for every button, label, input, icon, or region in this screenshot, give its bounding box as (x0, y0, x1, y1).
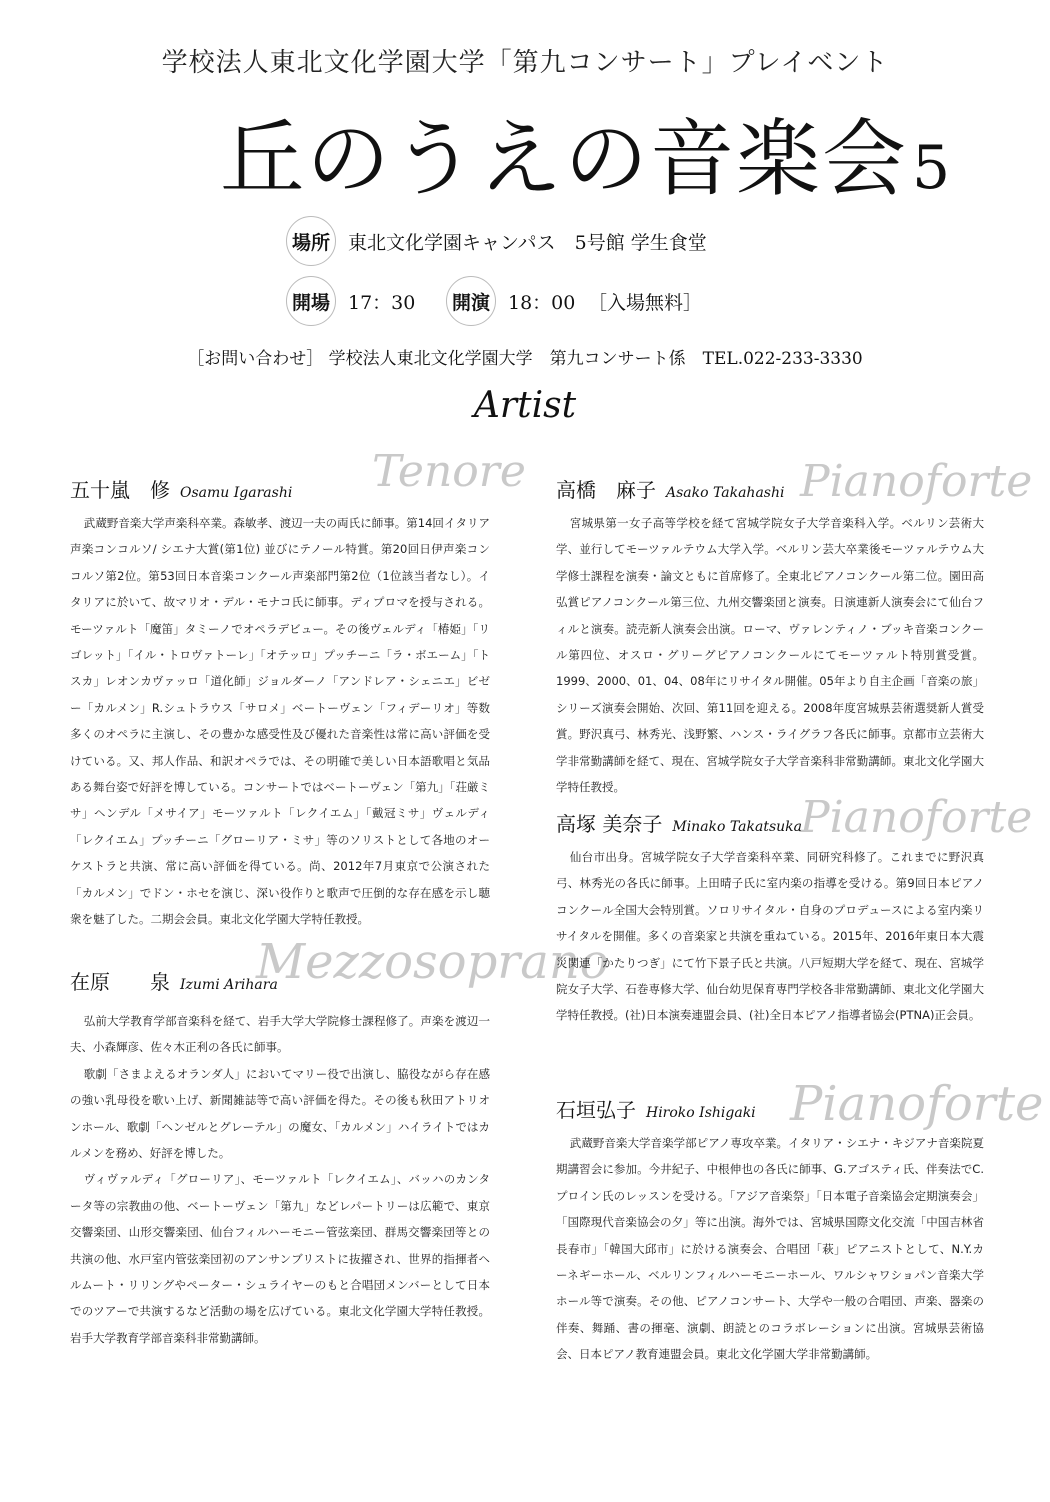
artist-name-roman: Minako Takatsuka (672, 819, 802, 835)
artist-name-text: 高塚 美奈子 (556, 812, 663, 836)
part-label-tenore: Tenore (372, 446, 526, 497)
bio-paragraph: 仙台市出身。宮城学院女子大学音楽科卒業、同研究科修了。これまでに野沢真弓、林秀光の各氏に師事。上田晴子氏に室内楽の指導を受ける。第9回日本ピアノコンクール全国大会特別賞。ソロリサイタル・自身のプロデュースによる室内楽リサイタルを開催。多くの音楽家と共演を重ねている。2015年、2016年東日本大震災関連「かたりつぎ」にて竹下景子氏と共演。八戸短期大学を経て、現在、宮城学院女子大学、石巻専修大学、仙台幼児保育専門学校各非常勤講師、東北文化学園大学特任教授。(社)日本演奏連盟会員、(社)全日本ピアノ指導者協会(PTNA)正会員。 (556, 850, 984, 1023)
artist-bio-arihara (70, 1008, 490, 1351)
artist-bio-igarashi (70, 510, 490, 933)
start-badge: 開演 (446, 276, 496, 326)
artist-name-roman: Izumi Arihara (180, 977, 278, 993)
part-label-pianoforte: Pianoforte (800, 792, 1033, 843)
artist-name-text: 高橋 麻子 (556, 478, 656, 502)
artist-bio-takahashi (556, 510, 984, 800)
contact-info: ［お問い合わせ］ 学校法人東北文化学園大学 第九コンサート係 TEL.022-233-3330 (187, 349, 863, 369)
bio-paragraph: 歌劇「さまよえるオランダ人」においてマリー役で出演し、脇役ながら存在感の強い乳母役を歌い上げ、新聞雑誌等で高い評価を得た。その後も秋田アトリオンホール、歌劇「ヘンゼルとグレーテル」の魔女、「カルメン」ハイライトではカルメンを務め、好評を博した。 (70, 1066, 490, 1161)
open-time: 17：30 (348, 292, 416, 314)
bio-paragraph: 武蔵野音楽大学声楽科卒業。森敏孝、渡辺一夫の両氏に師事。第14回イタリア声楽コンコルソ/ シエナ大賞(第1位) 並びにテノール特賞。第20回日伊声楽コンコルソ第2位。第53回日本音楽コンクール声楽部門第2位（1位該当者なし）。イタリアに於いて、故マリオ・デル・モナコ氏に師事。ディプロマを授与される。モーツァルト「魔笛」タミーノでオペラデビュー。その後ヴェルディ「椿姫」「リゴレット」「イル・トロヴァトーレ」「オテッロ」プッチーニ「ラ・ボエーム」「トスカ」レオンカヴァッロ「道化師」ジョルダーノ「アンドレア・シェニエ」ビゼー「カルメン」R.シュトラウス「サロメ」ベートーヴェン「フィデーリオ」等数多くのオペラに主演し、その豊かな感受性及び優れた音楽性は常に高い評価を受けている。又、邦人作品、和訳オペラでは、その明確で美しい日本語歌唱と気品ある舞台姿で好評を博している。コンサートではベートーヴェン「第九」「荘厳ミサ」ヘンデル「メサイア」モーツァルト「レクイエム」「戴冠ミサ」ヴェルディ「レクイエム」プッチーニ「グローリア・ミサ」等のソリストとして各地のオーケストラと共演、常に高い評価を得ている。尚、2012年7月東京で公演された「カルメン」でドン・ホセを演じ、深い役作りと歌声で圧倒的な存在感を示し聴衆を魅了した。二期会会員。東北文化学園大学特任教授。 (70, 516, 490, 927)
bio-paragraph: 弘前大学教育学部音楽科を経て、岩手大学大学院修士課程修了。声楽を渡辺一夫、小森輝彦、佐々木正利の各氏に師事。 (70, 1014, 490, 1055)
open-badge: 開場 (286, 276, 336, 326)
artist-name-roman: Hiroko Ishigaki (646, 1105, 756, 1121)
part-label-pianoforte: Pianoforte (800, 456, 1033, 507)
event-title (220, 92, 952, 213)
artist-name-arihara (70, 966, 278, 995)
artist-bio-takatsuka (556, 844, 984, 1029)
artist-bio-ishigaki (556, 1130, 984, 1368)
artist-name-takatsuka (556, 808, 802, 837)
part-label-mezzosoprano: Mezzosoprano (256, 934, 609, 990)
venue-text: 東北文化学園キャンパス 5号館 学生食堂 (348, 232, 707, 254)
artist-name-igarashi (70, 474, 292, 503)
venue-badge: 場所 (286, 216, 336, 266)
organizer-line: 学校法人東北文化学園大学「第九コンサート」プレイベント (161, 48, 889, 78)
artist-name-roman: Osamu Igarashi (180, 485, 293, 501)
artist-name-takahashi (556, 474, 784, 503)
artist-name-roman: Asako Takahashi (666, 485, 785, 501)
admission-text: ［入場無料］ (588, 292, 703, 314)
start-time: 18：00 (508, 292, 576, 314)
artist-name-text: 在原 泉 (70, 970, 170, 994)
event-title-text: 丘のうえの音楽会 (220, 110, 909, 208)
bio-paragraph: 宮城県第一女子高等学校を経て宮城学院女子大学音楽科入学。ベルリン芸術大学、並行してモーツァルテウム大学入学。ベルリン芸大卒業後モーツァルテウム大学修士課程を演奏・論文ともに首席修了。全東北ピアノコンクール第二位。園田高弘賞ピアノコンクール第三位、九州交響楽団と演奏。日演連新人演奏会にて仙台フィルと演奏。読売新人演奏会出演。ローマ、ヴァレンティノ・ブッキ音楽コンクール第四位、オスロ・グリーグピアノコンクールにてモーツァルト特別賞受賞。1999、2000、01、04、08年にリサイタル開催。05年より自主企画「音楽の旅」シリーズ演奏会開始、次回、第11回を迎える。2008年度宮城県芸術選奨新人賞受賞。野沢真弓、林秀光、浅野繁、ハンス・ライグラフ各氏に師事。京都市立芸術大学非常勤講師を経て、現在、宮城学院女子大学音楽科非常勤講師。東北文化学園大学特任教授。 (556, 516, 984, 795)
event-title-number: 5 (912, 133, 953, 203)
artist-name-text: 石垣弘子 (556, 1098, 636, 1122)
bio-paragraph: 武蔵野音楽大学音楽学部ピアノ専攻卒業。イタリア・シエナ・キジアナ音楽院夏期講習会に参加。今井紀子、中根伸也の各氏に師事、G.アゴスティ氏、伴奏法でC.プロイン氏のレッスンを受ける。「アジア音楽祭」「日本電子音楽協会定期演奏会」「国際現代音楽協会の夕」等に出演。海外では、宮城県国際文化交流「中国吉林省長春市」「韓国大邱市」に於ける演奏会、合唱団「萩」ピアニストとして、N.Y.カーネギーホール、ベルリンフィルハーモニーホール、ワルシャワショパン音楽大学ホール等で演奏。その他、ピアノコンサート、大学や一般の合唱団、声楽、器楽の伴奏、舞踊、書の揮毫、演劇、朗読とのコラボレーションに出演。宮城県芸術協会、日本ピアノ教育連盟会員。東北文化学園大学非常勤講師。 (556, 1136, 984, 1362)
artist-heading: Artist (473, 385, 577, 426)
artist-name-ishigaki (556, 1094, 756, 1123)
bio-paragraph: ヴィヴァルディ「グローリア」、モーツァルト「レクイエム」、バッハのカンタータ等の宗教曲の他、ベートーヴェン「第九」などレパートリーは広範で、東京交響楽団、山形交響楽団、仙台フィルハーモニー管弦楽団、群馬交響楽団等との共演の他、水戸室内管弦楽団初のアンサンブリストに抜擢され、世界的指揮者ヘルムート・リリングやペーター・シュライヤーのもと合唱団メンバーとして日本でのツアーで共演するなど活動の場を広げている。東北文化学園大学特任教授。岩手大学教育学部音楽科非常勤講師。 (70, 1172, 490, 1345)
part-label-pianoforte: Pianoforte (790, 1076, 1044, 1132)
artist-name-text: 五十嵐 修 (70, 478, 170, 502)
